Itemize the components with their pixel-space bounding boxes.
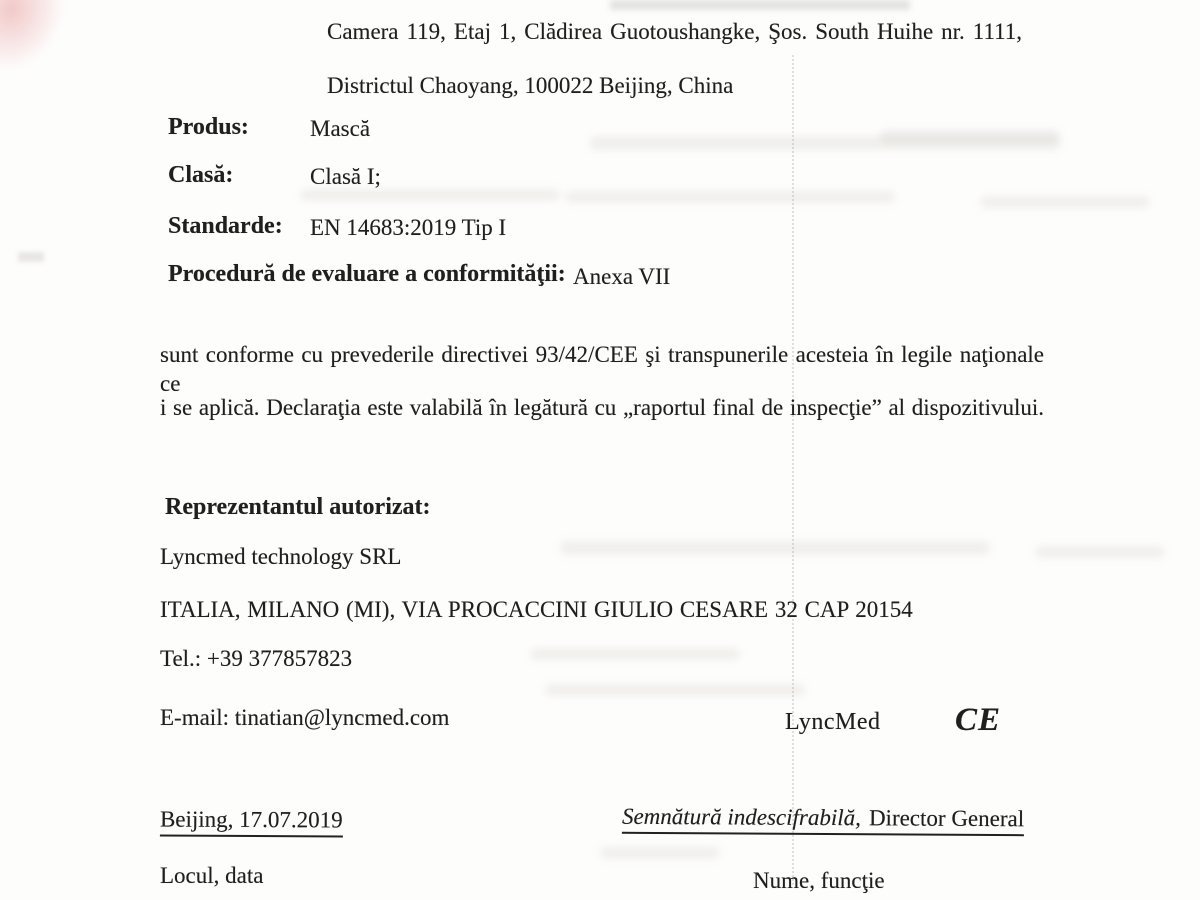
- field-value-standarde: EN 14683:2019 Tip I: [310, 215, 507, 240]
- procedure-label: Procedură de evaluare a conformităţii:: [168, 261, 566, 287]
- bleed-through-artifact: [1035, 546, 1165, 558]
- representative-phone: Tel.: +39 377857823: [160, 646, 353, 671]
- declaration-body-line2: i se aplică. Declaraţia este valabilă în legătură cu „raportul final de inspecţie” al dispozitivului.: [160, 395, 1044, 420]
- cut-off-text-artifact: [610, 0, 910, 10]
- procedure-value: Anexa VII: [573, 264, 671, 289]
- bleed-through-artifact: [600, 847, 720, 859]
- field-value-produs: Mască: [310, 116, 371, 141]
- bleed-through-artifact: [545, 684, 805, 696]
- signature-placeholder: Semnătură indescifrabilă,: [621, 803, 862, 831]
- field-label-standarde: Standarde:: [168, 213, 283, 239]
- scan-artifact: [18, 252, 44, 262]
- signature-line: [622, 804, 1024, 836]
- bleed-through-artifact: [560, 541, 990, 555]
- signature-role: Director General: [868, 805, 1025, 832]
- signature-caption: Nume, funcţie: [753, 868, 885, 893]
- bleed-through-artifact: [565, 191, 895, 203]
- pink-scan-smudge: [0, 0, 70, 86]
- bleed-through-artifact: [880, 130, 1060, 142]
- representative-heading: Reprezentantul autorizat:: [165, 494, 431, 520]
- place-date: Beijing, 17.07.2019: [160, 807, 343, 838]
- declaration-body-line1: sunt conforme cu prevederile directivei 93/42/CEE şi transpunerile acesteia în legile naţionale ce: [160, 342, 1044, 396]
- brand-name: LyncMed: [785, 709, 881, 735]
- representative-name: Lyncmed technology SRL: [160, 544, 402, 569]
- representative-address: ITALIA, MILANO (MI), VIA PROCACCINI GIULIO CESARE 32 CAP 20154: [160, 597, 913, 622]
- fold-line-artifact: [792, 55, 794, 885]
- field-label-produs: Produs:: [168, 114, 249, 140]
- representative-email: E-mail: tinatian@lyncmed.com: [160, 705, 450, 730]
- bleed-through-artifact: [590, 136, 1060, 150]
- manufacturer-address-line1: Camera 119, Etaj 1, Clădirea Guotoushangke, Şos. South Huihe nr. 1111,: [327, 19, 1022, 44]
- field-label-clasa: Clasă:: [168, 162, 234, 188]
- bleed-through-artifact: [980, 196, 1150, 208]
- bleed-through-artifact: [530, 648, 740, 660]
- ce-mark: CE: [955, 702, 1002, 738]
- field-value-clasa: Clasă I;: [310, 164, 381, 189]
- place-date-caption: Locul, data: [160, 863, 264, 888]
- manufacturer-address-line2: Districtul Chaoyang, 100022 Beijing, China: [327, 73, 734, 98]
